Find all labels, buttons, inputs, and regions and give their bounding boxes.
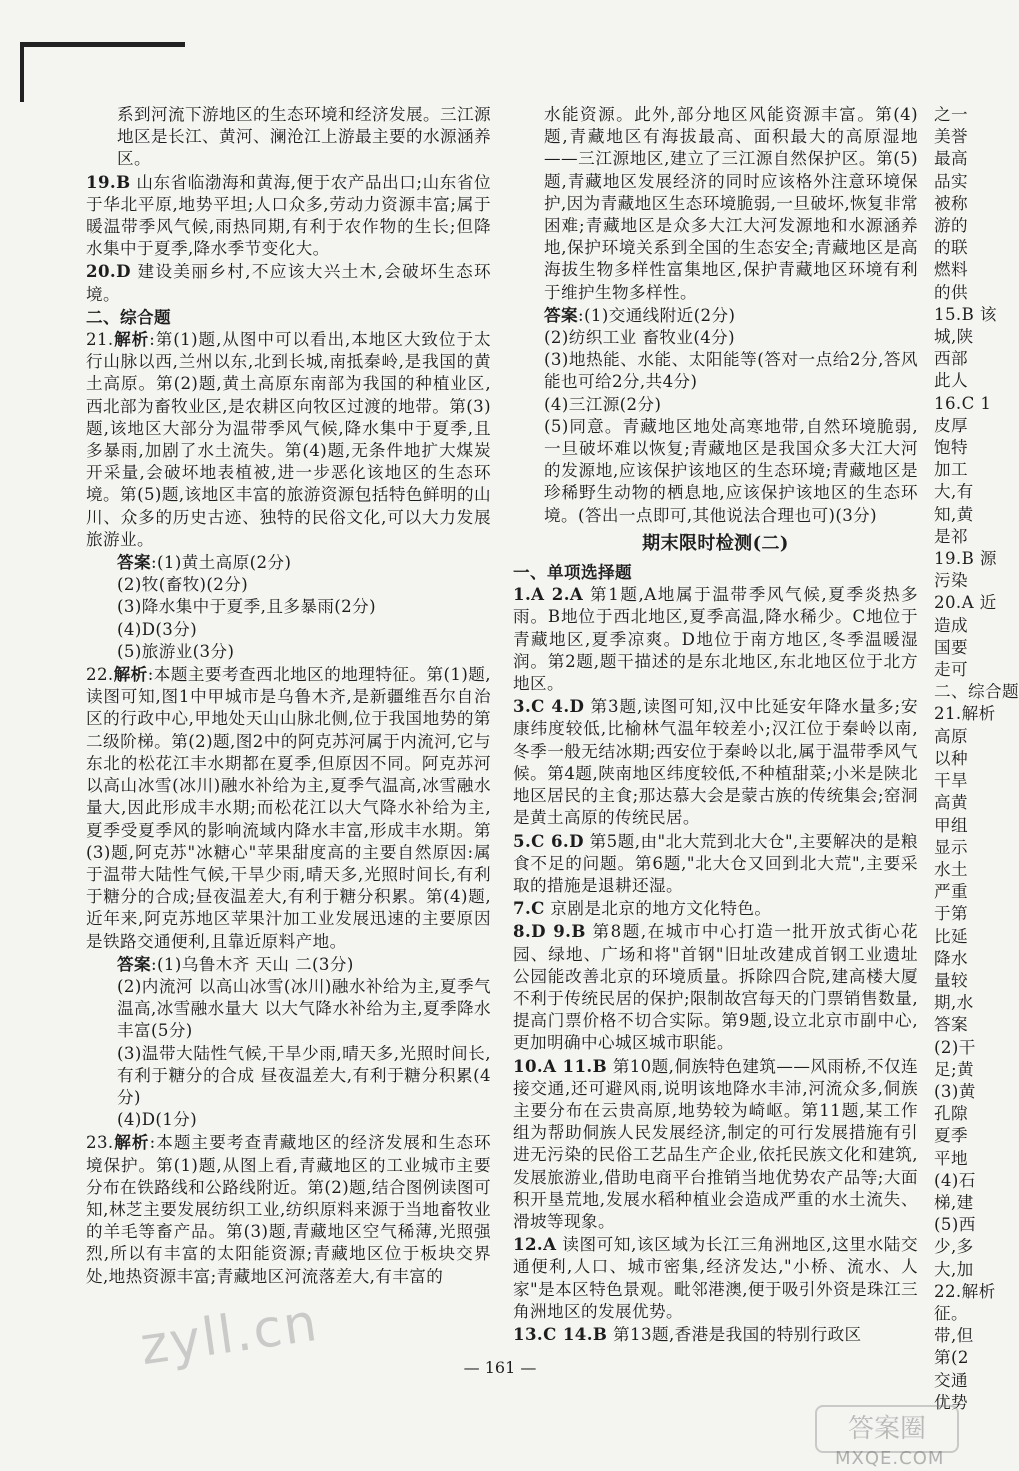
q23-answer-2: (2)纺织工业 畜牧业(4分) <box>544 328 736 348</box>
section-comprehensive: 二、综合题 <box>86 306 171 327</box>
right-column-line: 显示 <box>934 837 968 857</box>
q22-answer-label: 答案 <box>117 953 151 974</box>
q7 <box>513 897 918 920</box>
q22-analysis <box>86 663 491 953</box>
right-column-line: 足;黄 <box>934 1059 974 1079</box>
right-column-line: 的联 <box>934 238 968 258</box>
q21-answer-3: (3)降水集中于夏季,且多暴雨(2分) <box>117 597 377 617</box>
right-column-line: 严重 <box>934 882 968 902</box>
watermark-stamp: 答案圈 <box>815 1405 959 1453</box>
left-column <box>86 104 491 1288</box>
right-column-line: (2)干 <box>934 1037 976 1057</box>
right-column-line: 15.B 该 <box>934 304 997 324</box>
q10-11-num: 10.A 11.B <box>513 1055 608 1076</box>
q22-label: 解析 <box>113 664 148 685</box>
q23-answer-1-text: :(1)交通线附近(2分) <box>578 305 736 325</box>
q12 <box>513 1233 918 1323</box>
right-column-line: (3)黄 <box>934 1081 976 1101</box>
right-column-line: 20.A 近 <box>934 593 997 613</box>
q20-num: 20.D <box>86 261 131 282</box>
q22-answer-2: (2)内流河 以高山冰雪(冰川)融水补给为主,夏季气温高,冰雪融水量大 以大气降水补给为主,夏季降水丰富(5分) <box>117 976 491 1041</box>
right-column-line: 19.B 源 <box>934 549 997 569</box>
q19-num: 19.B <box>86 171 131 192</box>
q3-4-text: 第3题,读图可知,汉中比延安年降水量多;安康纬度较低,比榆林气温年较差小;汉江位于秦岭以南,冬季一般无结冰期;西安位于秦岭以北,属于温带季风气候。第4题,陕南地区纬度较低,不种植甜菜;小米是陕北地区居民的主食;那达慕大会是蒙古族的传统集会;窑洞是黄土高原的传统民居。 <box>513 697 918 828</box>
q1-2-num: 1.A 2.A <box>513 584 584 605</box>
q21-answer-1-text: :(1)黄土高原(2分) <box>151 553 292 573</box>
q22-answer-1-text: :(1)乌鲁木齐 天山 二(3分) <box>151 954 354 974</box>
right-column-line: 平地 <box>934 1148 968 1168</box>
right-column-line: 游的 <box>934 216 968 236</box>
q12-num: 12.A <box>513 1234 557 1255</box>
q5-6-text: 第5题,由"北大荒到北大仓",主要解决的是粮食不足的问题。第6题,"北大仓又回到北大荒",主要采取的措施是退耕还湿。 <box>513 831 918 895</box>
q21-label: 解析 <box>113 329 150 350</box>
q7-num: 7.C <box>513 898 545 919</box>
q21-analysis <box>86 328 491 551</box>
right-column-line: 被称 <box>934 193 968 213</box>
right-column-line: 品实 <box>934 171 968 191</box>
q23-label: 解析 <box>113 1132 150 1153</box>
q23-analysis <box>86 1131 491 1287</box>
corner-mark-vertical <box>20 42 24 102</box>
right-column-line: 造成 <box>934 615 968 635</box>
q23-answer-3: (3)地热能、水能、太阳能等(答对一点给2分,答风能也可给2分,共4分) <box>544 350 918 392</box>
q21-answer-1 <box>117 551 491 574</box>
right-column-line: 加工 <box>934 460 968 480</box>
right-column-line: 高原 <box>934 726 968 746</box>
right-column-line: 美誉 <box>934 127 968 147</box>
right-column-cropped <box>934 104 1019 1414</box>
right-column-line: 饱特 <box>934 438 968 458</box>
q3-4-num: 3.C 4.D <box>513 696 585 717</box>
right-column-line: 此人 <box>934 371 968 391</box>
right-column-line: 第(2 <box>934 1348 969 1368</box>
q7-text: 京剧是北京的地方文化特色。 <box>550 899 772 919</box>
right-column-line: 之一 <box>934 105 968 124</box>
right-column-line: 量较 <box>934 970 968 990</box>
left-intro: 系到河流下游地区的生态环境和经济发展。三江源地区是长江、黄河、澜沧江上游最主要的水源涵养区。 <box>117 105 491 169</box>
q13-14-num: 13.C 14.B <box>513 1323 608 1344</box>
page-number: — 161 — <box>463 1358 537 1377</box>
q20-text: 建设美丽乡村,不应该大兴土木,会破坏生态环境。 <box>86 262 491 304</box>
right-column-line: 降水 <box>934 948 968 968</box>
right-column-line: 优势 <box>934 1392 968 1412</box>
q21-text: :第(1)题,从图中可以看出,本地区大致位于太行山脉以西,兰州以东,北到长城,南抵秦岭,是我国的黄土高原。第(2)题,黄土高原东南部为我国的种植业区,西北部为畜牧业区,是农耕区向牧区过渡的地带。第(3)题,该地区大部分为温带季风气候,降水集中于夏季,且多暴雨,加剧了水土流失。第(4)题,无条件地扩大煤炭开采量,会破坏地表植被,进一步恶化该地区的生态环境。第(5)题,该地区丰富的旅游资源包括特色鲜明的山川、众多的历史古迹、独特的民俗文化,可以大力发展旅游业。 <box>86 330 491 549</box>
q19-text: 山东省临渤海和黄海,便于农产品出口;山东省位于华北平原,地势平坦;人口众多,劳动力资源丰富;属于暖温带季风气候,雨热同期,有利于农作物的生长;但降水集中于夏季,降水季节变化大。 <box>86 172 491 259</box>
right-column-line: 二、综合题 <box>934 682 1019 702</box>
q23-answer <box>513 304 918 527</box>
exam-title: 期末限时检测(二) <box>642 532 789 554</box>
right-column-line: 孔隙 <box>934 1104 968 1124</box>
q1-2 <box>513 583 918 695</box>
q22-answer-3: (3)温带大陆性气候,干旱少雨,晴天多,光照时间长,有利于糖分的合成 昼夜温差大,有利于糖分积累(4分) <box>117 1043 491 1107</box>
right-column-line: 西部 <box>934 349 968 369</box>
q23-num: 23. <box>86 1133 114 1153</box>
q22-answer-1 <box>117 953 491 976</box>
q8-9 <box>513 920 918 1054</box>
right-column-line: (5)西 <box>934 1215 976 1235</box>
right-column-line: 高黄 <box>934 793 968 813</box>
right-column-line: 16.C 1 <box>934 393 992 413</box>
right-column-line: 甲组 <box>934 815 968 835</box>
q22-num: 22. <box>86 665 114 685</box>
q23-answer-1 <box>544 304 918 327</box>
corner-mark-horizontal <box>20 42 185 47</box>
q3-4 <box>513 695 918 829</box>
q8-9-num: 8.D 9.B <box>513 921 586 942</box>
right-column-line: 以种 <box>934 748 968 768</box>
q5-6-num: 5.C 6.D <box>513 830 584 851</box>
middle-intro: 水能资源。此外,部分地区风能资源丰富。第(4)题,青藏地区有海拔最高、面积最大的高原湿地——三江源地区,建立了三江源自然保护区。第(5)题,青藏地区发展经济的同时应该格外注意环境保护,因为青藏地区生态环境脆弱,一旦破坏,恢复非常困难;青藏地区是众多大江大河发源地和水源涵养地,保护环境关系到全国的生态安全;青藏地区是高海拔生物多样性富集地区,保护青藏地区环境有利于维护生物多样性。 <box>544 105 918 302</box>
right-column-line: 答案 <box>934 1015 968 1035</box>
q22-answer <box>86 953 491 1132</box>
q21-answer-2: (2)牧(畜牧)(2分) <box>117 575 249 595</box>
right-column-line: 带,但 <box>934 1326 974 1346</box>
right-column-line: 大,有 <box>934 482 974 502</box>
q12-text: 读图可知,该区域为长江三角洲地区,这里水陆交通便利,人口、城市密集,经济发达,"小桥、流水、人家"是本区特色景观。毗邻港澳,便于吸引外资是珠江三角洲地区的发展优势。 <box>513 1235 918 1321</box>
right-column-line: 燃料 <box>934 260 968 280</box>
right-column-line: 最高 <box>934 149 968 169</box>
q5-6 <box>513 830 918 898</box>
q10-11-text: 第10题,侗族特色建筑——风雨桥,不仅连接交通,还可避风雨,说明该地降水丰沛,河流众多,侗族主要分布在云贵高原,地势较为崎岖。第11题,某工作组为帮助侗族人民发展经济,制定的可行发展措施有引进无污染的民俗工艺品生产企业,依托民族文化和建筑,发展旅游业,借助电商平台推销当地优势农产品等;大面积开垦荒地,发展水稻种植业会造成严重的水土流失、滑坡等现象。 <box>513 1056 918 1231</box>
q19 <box>86 171 491 261</box>
q23-answer-4: (4)三江源(2分) <box>544 394 662 414</box>
right-column-line: 的供 <box>934 282 968 302</box>
right-column-line: 期,水 <box>934 993 974 1013</box>
right-column-line: 梯,建 <box>934 1192 974 1212</box>
right-column-line: (4)石 <box>934 1170 976 1190</box>
q8-9-text: 第8题,在城市中心打造一批开放式街心花园、绿地、广场和将"首钢"旧址改建成首钢工业遗址公园能改善北京的环境质量。拆除四合院,建高楼大厦不利于传统民居的保护;限制故宫每天的门票销售数量,提高门票价格不切合实际。第9题,设立北京市副中心,更加明确中心城区城市职能。 <box>513 922 918 1053</box>
right-column-line: 22.解析 <box>934 1281 996 1301</box>
right-column-line: 交通 <box>934 1370 968 1390</box>
right-column-line: 是祁 <box>934 526 968 546</box>
right-column-line: 走可 <box>934 660 968 680</box>
watermark-url: MXQE.COM <box>835 1448 945 1469</box>
right-column-line: 大,加 <box>934 1259 974 1279</box>
q21-answer-5: (5)旅游业(3分) <box>117 641 235 661</box>
q21-answer-label: 答案 <box>117 552 151 573</box>
q21-answer <box>86 551 491 663</box>
right-column-line: 知,黄 <box>934 504 974 524</box>
right-column-line: 于第 <box>934 904 968 924</box>
q1-2-text: 第1题,A地属于温带季风气候,夏季炎热多雨。B地位于西北地区,夏季高温,降水稀少。C地位于青藏地区,夏季凉爽。D地位于南方地区,冬季温暖湿润。第2题,题干描述的是东北地区,东北地区位于北方地区。 <box>513 585 918 694</box>
q23-answer-label: 答案 <box>544 304 578 325</box>
q22-answer-4: (4)D(1分) <box>117 1110 198 1130</box>
right-column-line: 干旱 <box>934 771 968 791</box>
right-column-line: 国要 <box>934 637 968 657</box>
q13-14-text: 第13题,香港是我国的特别行政区 <box>613 1324 862 1344</box>
middle-column <box>513 104 918 1346</box>
section-single-choice: 一、单项选择题 <box>513 562 632 583</box>
q23-answer-5: (5)同意。青藏地区地处高寒地带,自然环境脆弱,一旦破坏难以恢复;青藏地区是我国众多大江大河的发源地,应该保护该地区的生态环境;青藏地区是珍稀野生动物的栖息地,应该保护该地区的生态环境。(答出一点即可,其他说法合理也可)(3分) <box>544 416 918 525</box>
q20 <box>86 260 491 305</box>
right-column-line: 污染 <box>934 571 968 591</box>
right-column-line: 皮厚 <box>934 415 968 435</box>
q22-text: :本题主要考查西北地区的地理特征。第(1)题,读图可知,图1中甲城市是乌鲁木齐,是新疆维吾尔自治区的行政中心,甲地处天山山脉北侧,位于我国地势的第二级阶梯。第(2)题,图2中的阿克苏河属于内流河,它与东北的松花江丰水期都在夏季,但原因不同。阿克苏河以高山冰雪(冰川)融水补给为主,夏季气温高,冰雪融水量大,因此形成丰水期;而松花江以大气降水补给为主,夏季受夏季风的影响流域内降水丰富,形成丰水期。第(3)题,阿克苏"冰糖心"苹果甜度高的主要自然原因:属于温带大陆性气候,干旱少雨,晴天多,光照时间长,有利于糖分的合成;昼夜温差大,有利于糖分积累。第(4)题,近年来,阿克苏地区苹果汁加工业发展迅速的主要原因是铁路交通便利,且靠近原料产地。 <box>86 665 491 951</box>
right-column-line: 水土 <box>934 859 968 879</box>
q13-14 <box>513 1323 918 1346</box>
q21-answer-4: (4)D(3分) <box>117 619 198 639</box>
q23-text: :本题主要考查青藏地区的经济发展和生态环境保护。第(1)题,从图上看,青藏地区的工业城市主要分布在铁路线和公路线附近。第(2)题,结合图例读图可知,林芝主要发展纺织工业,纺织原料来源于当地畜牧业的羊毛等畜产品。第(3)题,青藏地区空气稀薄,光照强烈,所以有丰富的太阳能资源;青藏地区位于板块交界处,地热资源丰富;青藏地区河流落差大,有丰富的 <box>86 1133 491 1286</box>
right-column-line: 夏季 <box>934 1126 968 1146</box>
right-column-line: 少,多 <box>934 1237 974 1257</box>
right-column-line: 城,陕 <box>934 327 974 347</box>
watermark-zyll: zyll.cn <box>136 1292 323 1378</box>
right-column-line: 比延 <box>934 926 968 946</box>
q21-num: 21. <box>86 330 114 350</box>
q10-11 <box>513 1055 918 1234</box>
right-column-line: 征。 <box>934 1303 968 1323</box>
right-column-line: 21.解析 <box>934 704 996 724</box>
